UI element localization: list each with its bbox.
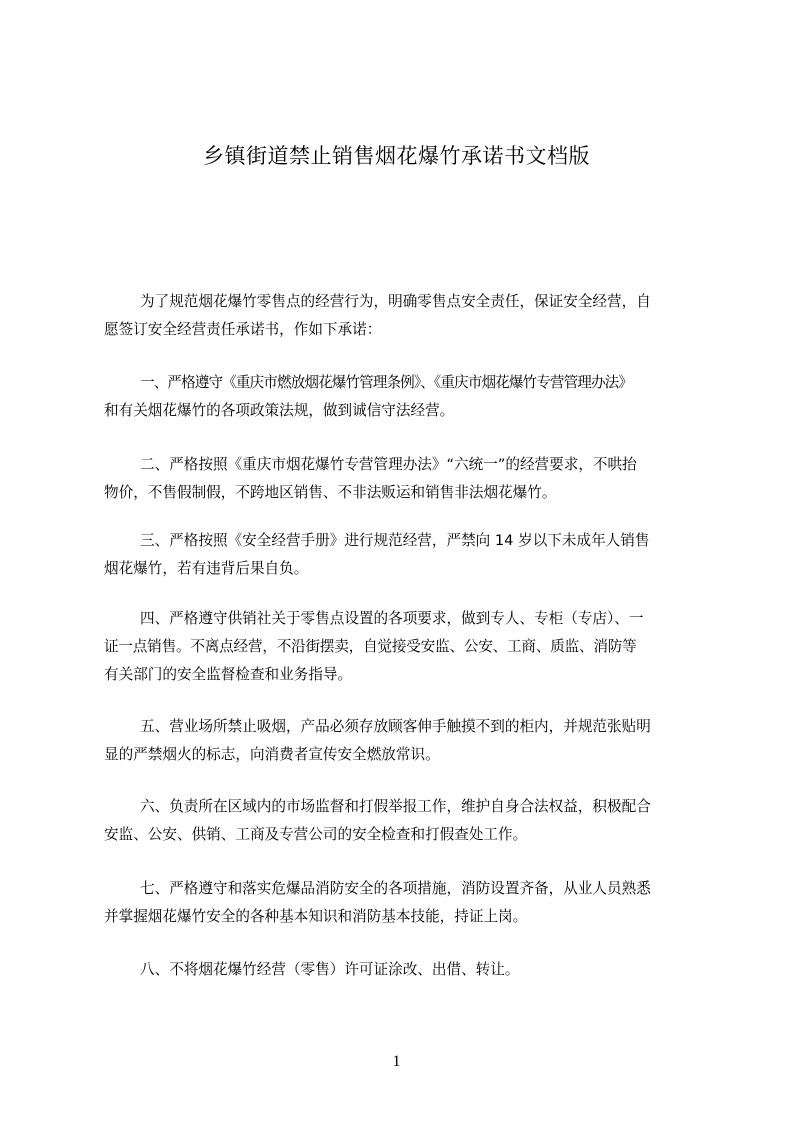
paragraph-item-4 [104,605,700,689]
paragraph-line: 六、负责所在区域内的市场监督和打假举报工作，维护自身合法权益，积极配合 [140,798,651,815]
paragraph-item-6 [104,793,700,849]
paragraph-line: 七、严格遵守和落实危爆品消防安全的各项措施，消防设置齐备，从业人员熟悉 [140,880,651,897]
paragraph-line: 显的严禁烟火的标志，向消费者宣传安全燃放常识。 [104,746,440,763]
paragraph-item-1 [104,369,700,425]
paragraph-item-5 [104,713,700,769]
paragraph-line: 五、营业场所禁止吸烟，产品必须存放顾客伸手触摸不到的柜内，并规范张贴明 [140,718,651,735]
paragraph-item-7 [104,875,700,931]
paragraph-line: 有关部门的安全监督检查和业务指导。 [104,666,353,683]
paragraph-line: 和有关烟花爆竹的各项政策法规，做到诚信守法经营。 [104,402,455,419]
paragraph-line: 三、严格按照《安全经营手册》进行规范经营，严禁向 14 岁以下未成年人销售 [140,532,650,549]
paragraph-item-3 [104,527,700,583]
document-title: 乡镇街道禁止销售烟花爆竹承诺书文档版 [203,144,590,168]
paragraph-line: 八、不将烟花爆竹经营（零售）许可证涂改、出借、转让。 [140,961,520,978]
paragraph-item-8 [104,956,700,984]
paragraph-line: 并掌握烟花爆竹安全的各种基本知识和消防基本技能，持证上岗。 [104,908,528,925]
paragraph-line: 物价，不售假制假，不跨地区销售、不非法贩运和销售非法烟花爆竹。 [104,484,557,501]
paragraph-line: 证一点销售。不离点经营，不沿街摆卖，自觉接受安监、公安、工商、质监、消防等 [104,638,637,655]
paragraph-line: 一、严格遵守《重庆市燃放烟花爆竹管理条例》、《重庆市烟花爆竹专营管理办法》 [140,374,633,391]
paragraph-line: 为了规范烟花爆竹零售点的经营行为，明确零售点安全责任，保证安全经营，自 [140,293,651,310]
paragraph-line: 四、严格遵守供销社关于零售点设置的各项要求，做到专人、专柜（专店）、一 [140,610,644,627]
paragraph-line: 烟花爆竹，若有违背后果自负。 [104,560,309,577]
paragraph-intro [104,288,700,344]
page-number: 1 [392,1053,401,1070]
paragraph-line: 二、严格按照《重庆市烟花爆竹专营管理办法》“六统一”的经营要求，不哄抬 [140,456,637,473]
paragraph-line: 愿签订安全经营责任承诺书，作如下承诺： [104,321,382,338]
paragraph-item-2 [104,451,700,507]
paragraph-line: 安监、公安、供销、工商及专营公司的安全检查和打假查处工作。 [104,826,528,843]
